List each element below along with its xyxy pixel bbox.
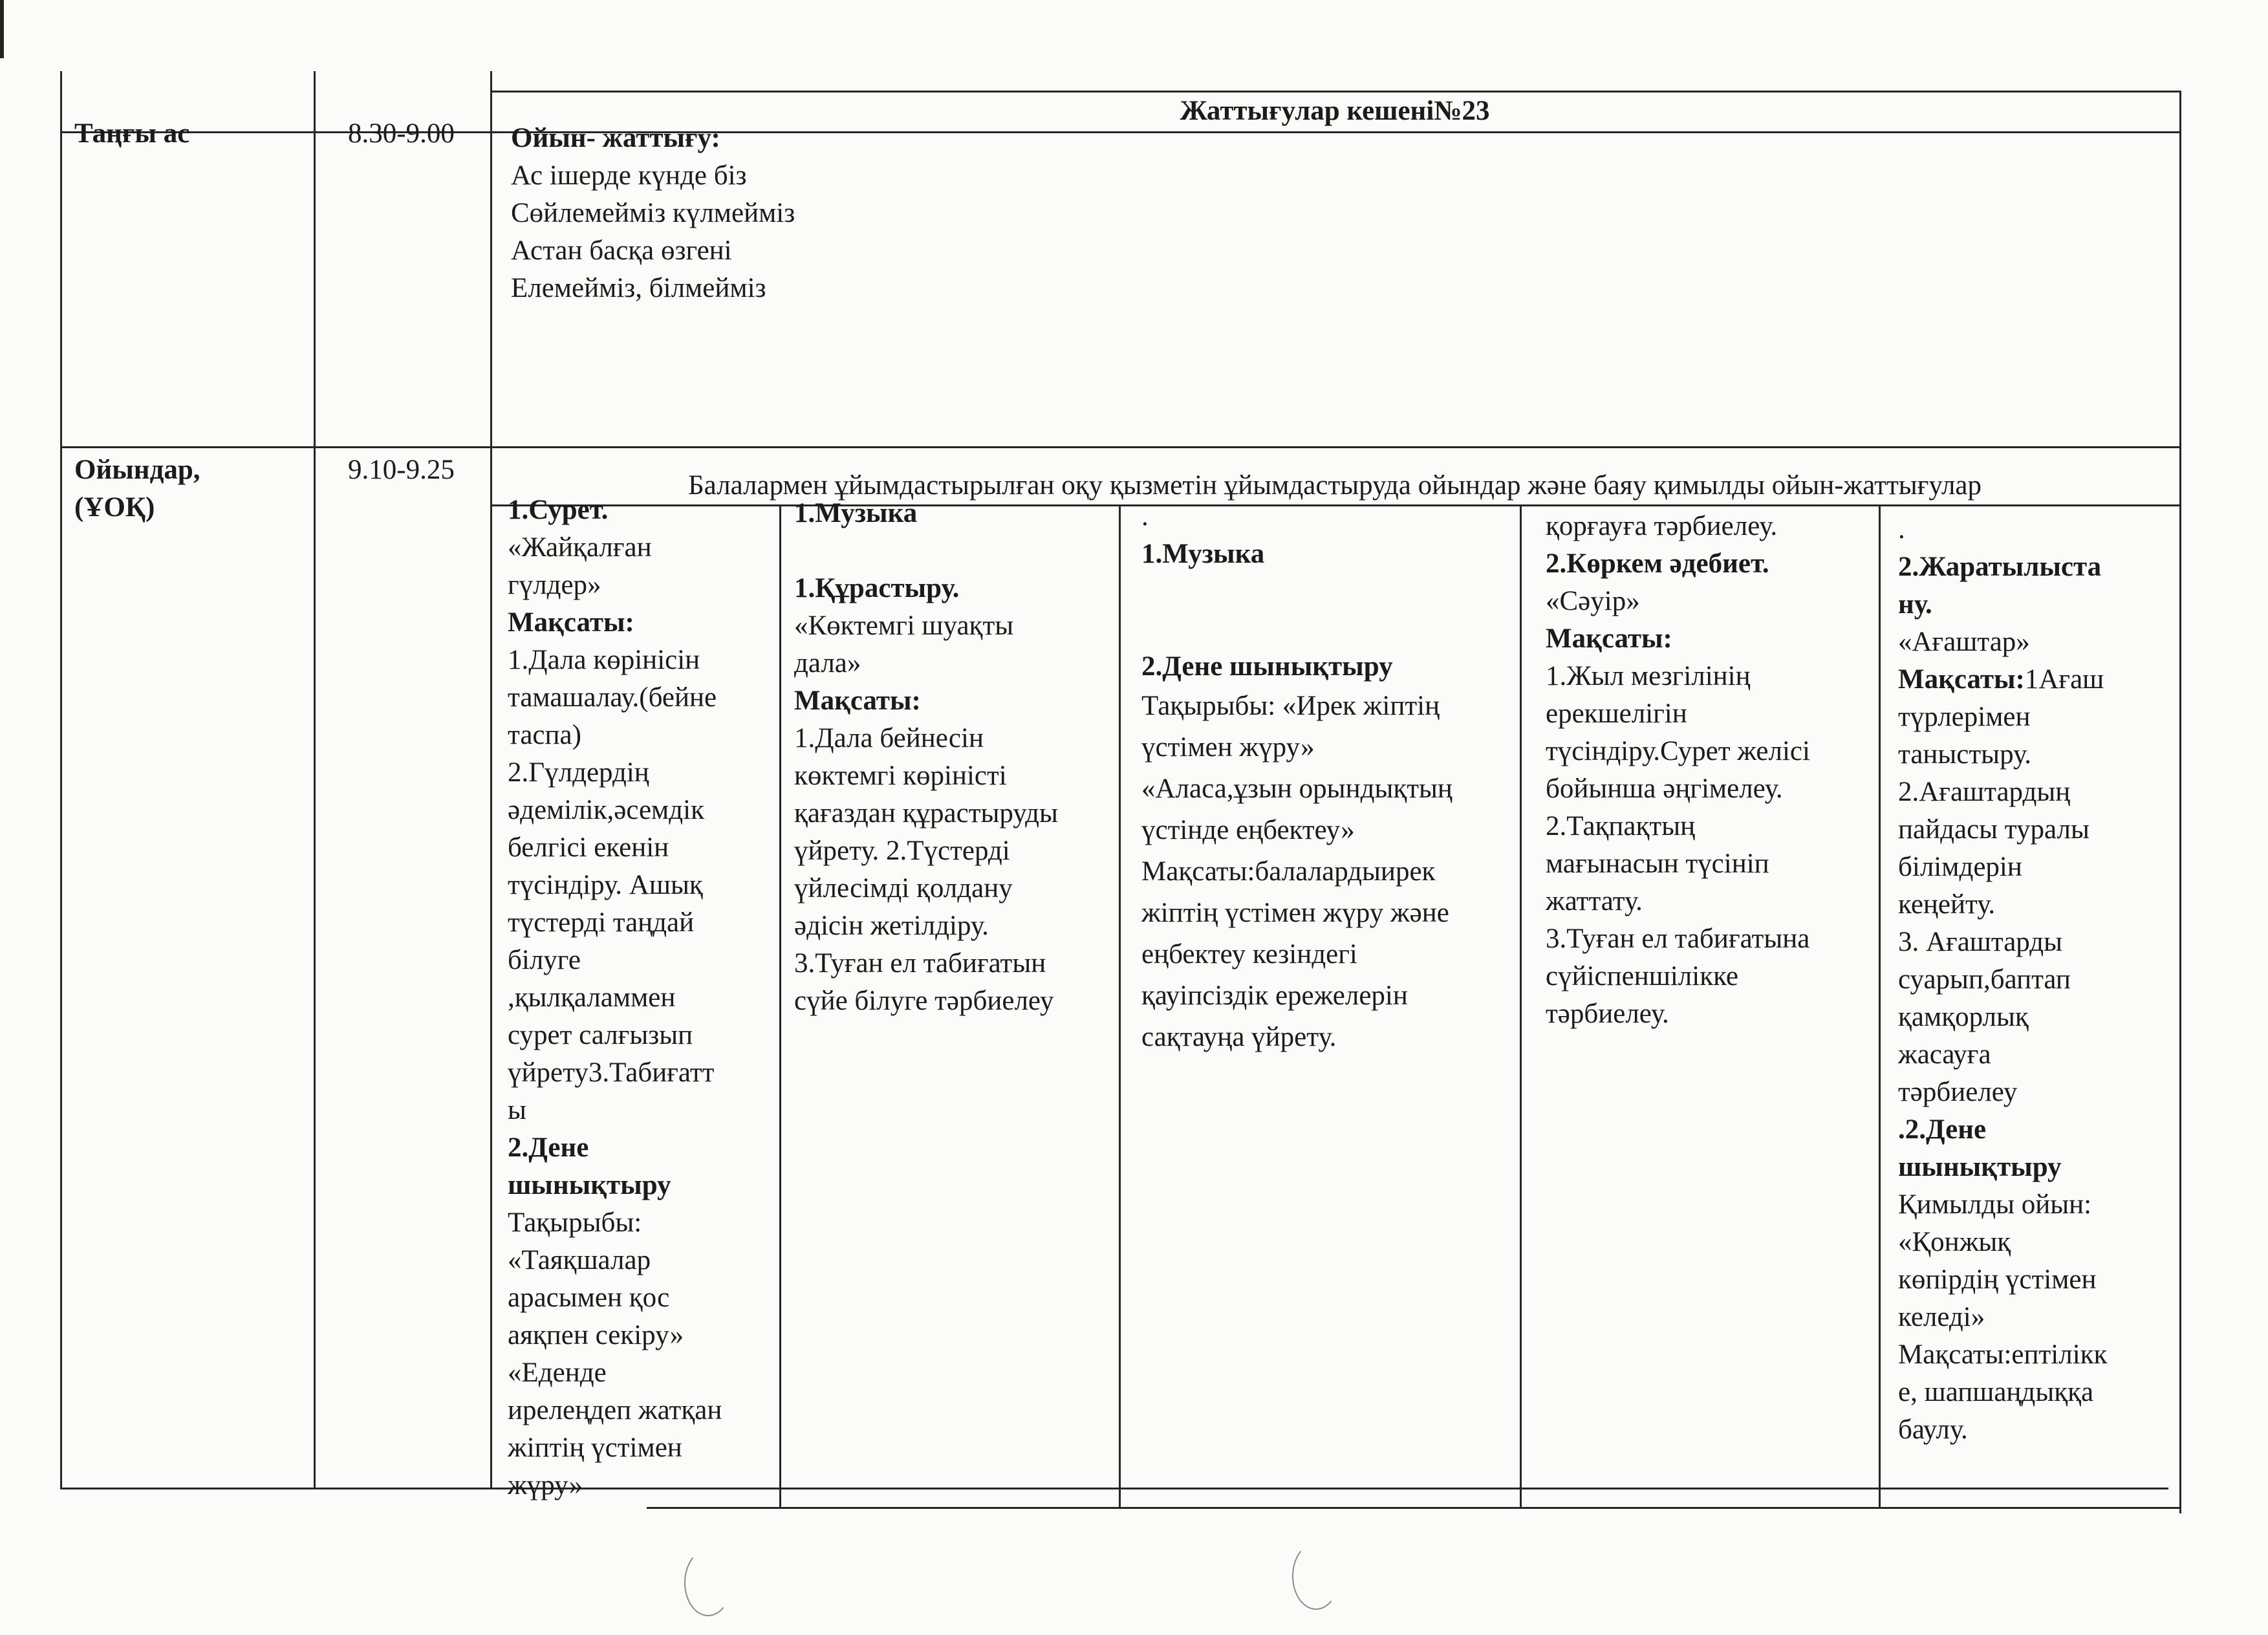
goal-label: Мақсаты: (1546, 623, 1672, 654)
activity-topic: «Ағаштар» (1898, 627, 2030, 657)
day-divider-1 (779, 504, 781, 1507)
goal-paragraph (1898, 661, 2176, 1111)
activity-heading: 2.Жаратылыста ну. (1898, 552, 2102, 620)
day-column (1141, 498, 1517, 1058)
row-label-breakfast: Таңғы ас (74, 118, 190, 149)
day-column (1898, 511, 2176, 1449)
scan-edge-mark (0, 0, 4, 58)
activity-heading: 1.Сурет. (508, 495, 609, 525)
table-border-col2 (490, 71, 492, 1488)
activity-heading: 1.Музыка 2.Дене шынықтыру (1141, 539, 1393, 682)
goal-text: 1.Дала көрінісін тамашалау.(бейне таспа) 2.Гүлдердің әдемілік,әсемдік белгісі екенін түсіндіру. Ашық түстерді таңдай білуге ,қылқаламмен сурет салғызып үйрету3.Табиғатт ы (508, 645, 717, 1125)
activity-topic: «Сәуір» (1546, 586, 1640, 616)
activity-topic: «Жайқалған гүлдер» (508, 532, 652, 600)
activity-heading: 1.Музыка 1.Құрастыру. (794, 498, 960, 603)
table-bottom-line-right (647, 1507, 2181, 1509)
activity-topic: Тақырыбы: «Таяқшалар арасымен қос аяқпен секіру» «Еденде ирелеңдеп жатқан жіптің үстімен жүру» (508, 1207, 722, 1500)
goal-label: Мақсаты: (508, 607, 634, 638)
activity-heading: .2.Дене шынықтыру (1898, 1114, 2062, 1182)
day-column (1546, 508, 1875, 1033)
day-divider-3 (1520, 504, 1522, 1507)
goal-label: Мақсаты: (1898, 664, 2025, 695)
goal-text: 1Ағаш түрлерімен таныстыру. 2.Ағаштардың пайдасы туралы білімдерін кеңейту. 3. Ағаштарды суарып,баптап қамқорлық жасауға тәрбиелеу (1898, 664, 2104, 1107)
activity-topic: Тақырыбы: «Ирек жіптің үстімен жүру» «Аласа,ұзын орындықтың үстінде еңбектеу» Мақсаты:балалардыирек жіптің үстімен жүру және еңбектеу кезіндегі қауіпсіздік ережелерін сақтауңа үйрету. (1141, 691, 1453, 1052)
activity-topic: «Көктемгі шуақты дала» (794, 611, 1014, 678)
activity-heading: 2.Дене шынықтыру (508, 1132, 671, 1200)
day-column (794, 495, 1114, 1020)
game-exercise-title: Ойын- жаттығу: (511, 123, 720, 153)
game-exercise-poem: Ас ішерде күнде біз Сөйлемейміз күлмейміз Астан басқа өзгені Елемейміз, білмейміз (511, 160, 795, 303)
goal-text: 1.Дала бейнесін көктемгі көріністі қағаздан құрастыруды үйрету. 2.Түстерді үйлесімді қолдану әдісін жетілдіру. 3.Туған ел табиғатын сүйе білуге тәрбиелеу (794, 723, 1058, 1016)
dot-marker: . (1898, 514, 1905, 545)
dot-marker: . (1141, 501, 1149, 532)
row-time-games: 9.10-9.25 (348, 455, 455, 485)
day-divider-2 (1119, 504, 1121, 1507)
table-border-col1 (314, 71, 316, 1488)
row-time-breakfast: 8.30-9.00 (348, 118, 455, 149)
day-divider-4 (1879, 504, 1881, 1507)
goal-label: Мақсаты: (794, 686, 921, 716)
games-intro-text: Балалармен ұйымдастырылған оқу қызметін ұйымдастыруда ойындар және баяу қимылды ойын-жаттығулар (687, 470, 1982, 501)
punch-hole-mark (684, 1549, 732, 1616)
goal-text: 1.Жыл мезгілінің ерекшелігін түсіндіру.Сурет желісі бойынша әңгімелеу. 2.Тақпақтың мағынасын түсініп жаттату. 3.Туған ел табиғатына сүйіспеншілікке тәрбиелеу. (1546, 661, 1810, 1029)
table-bottom-line (60, 1488, 2168, 1489)
punch-hole-mark (1292, 1543, 1340, 1610)
activity-heading: 2.Көркем әдебиет. (1546, 548, 1769, 579)
table-border-left (60, 71, 62, 1488)
day-column (508, 492, 776, 1504)
row-divider (60, 446, 2181, 448)
complex-title: Жаттығулар кешені№23 (1180, 96, 1490, 126)
row-label-games: Ойындар, (ҰОҚ) (74, 455, 200, 523)
activity-topic: Қимылды ойын: «Қонжық көпірдің үстімен келеді» Мақсаты:ептілікк е, шапшаңдыққа баулу. (1898, 1189, 2108, 1445)
activity-continuation: қорғауға тәрбиелеу. (1546, 511, 1778, 541)
table-border-right (2179, 91, 2181, 1513)
